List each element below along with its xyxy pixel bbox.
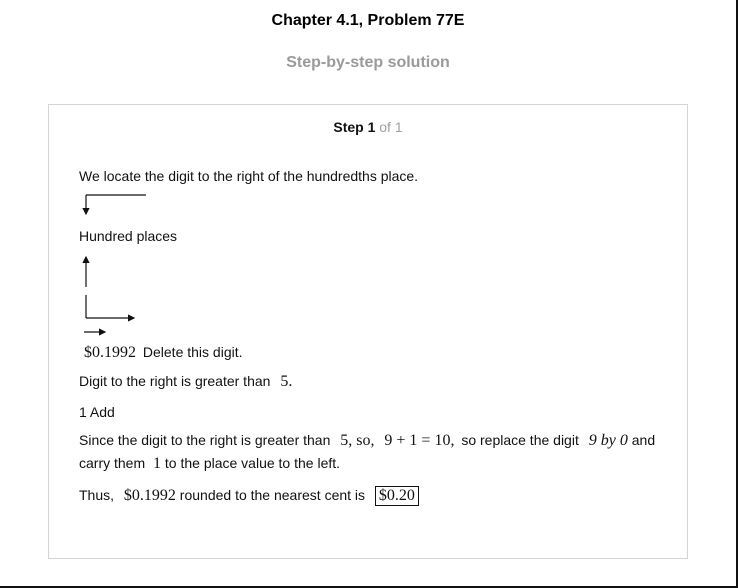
replace-text: so replace the digit: [461, 432, 579, 448]
rounded-text: rounded to the nearest cent is: [179, 487, 366, 503]
intro-text: We locate the digit to the right of the hundredths place.: [79, 168, 419, 184]
price-value: $0.1992: [84, 344, 136, 361]
chapter-title: Chapter 4.1, Problem 77E: [271, 12, 465, 29]
solution-subtitle: Step-by-step solution: [286, 54, 450, 71]
five-value: 5.: [280, 373, 293, 390]
solution-card: [48, 104, 688, 559]
greater-text: Digit to the right is greater than: [79, 373, 271, 389]
and-text: and: [631, 432, 656, 448]
carry-text-a: carry them: [79, 455, 146, 471]
add-text: 1 Add: [79, 404, 115, 420]
step-label: Step 1: [333, 119, 376, 135]
carry-one: 1: [153, 455, 162, 472]
delete-text: Delete this digit.: [142, 344, 243, 360]
step-count: of 1: [379, 119, 403, 135]
carry-line: [79, 455, 340, 473]
greater-line: [79, 373, 292, 391]
hundred-places-label: Hundred places: [79, 228, 178, 244]
thus-text: Thus,: [79, 487, 115, 503]
since-text: Since the digit to the right is greater than: [79, 432, 331, 448]
answer-box: $0.20: [375, 486, 419, 506]
thus-line: [79, 486, 419, 506]
five-so: 5, so,: [340, 432, 375, 449]
carry-text-b: to the place value to the left.: [164, 455, 341, 471]
equation: 9 + 1 = 10,: [384, 432, 455, 449]
replace-math: 9 by 0: [588, 432, 628, 449]
since-line: [79, 432, 655, 450]
thus-value: $0.1992: [123, 487, 176, 504]
delete-digit-line: [84, 344, 243, 362]
